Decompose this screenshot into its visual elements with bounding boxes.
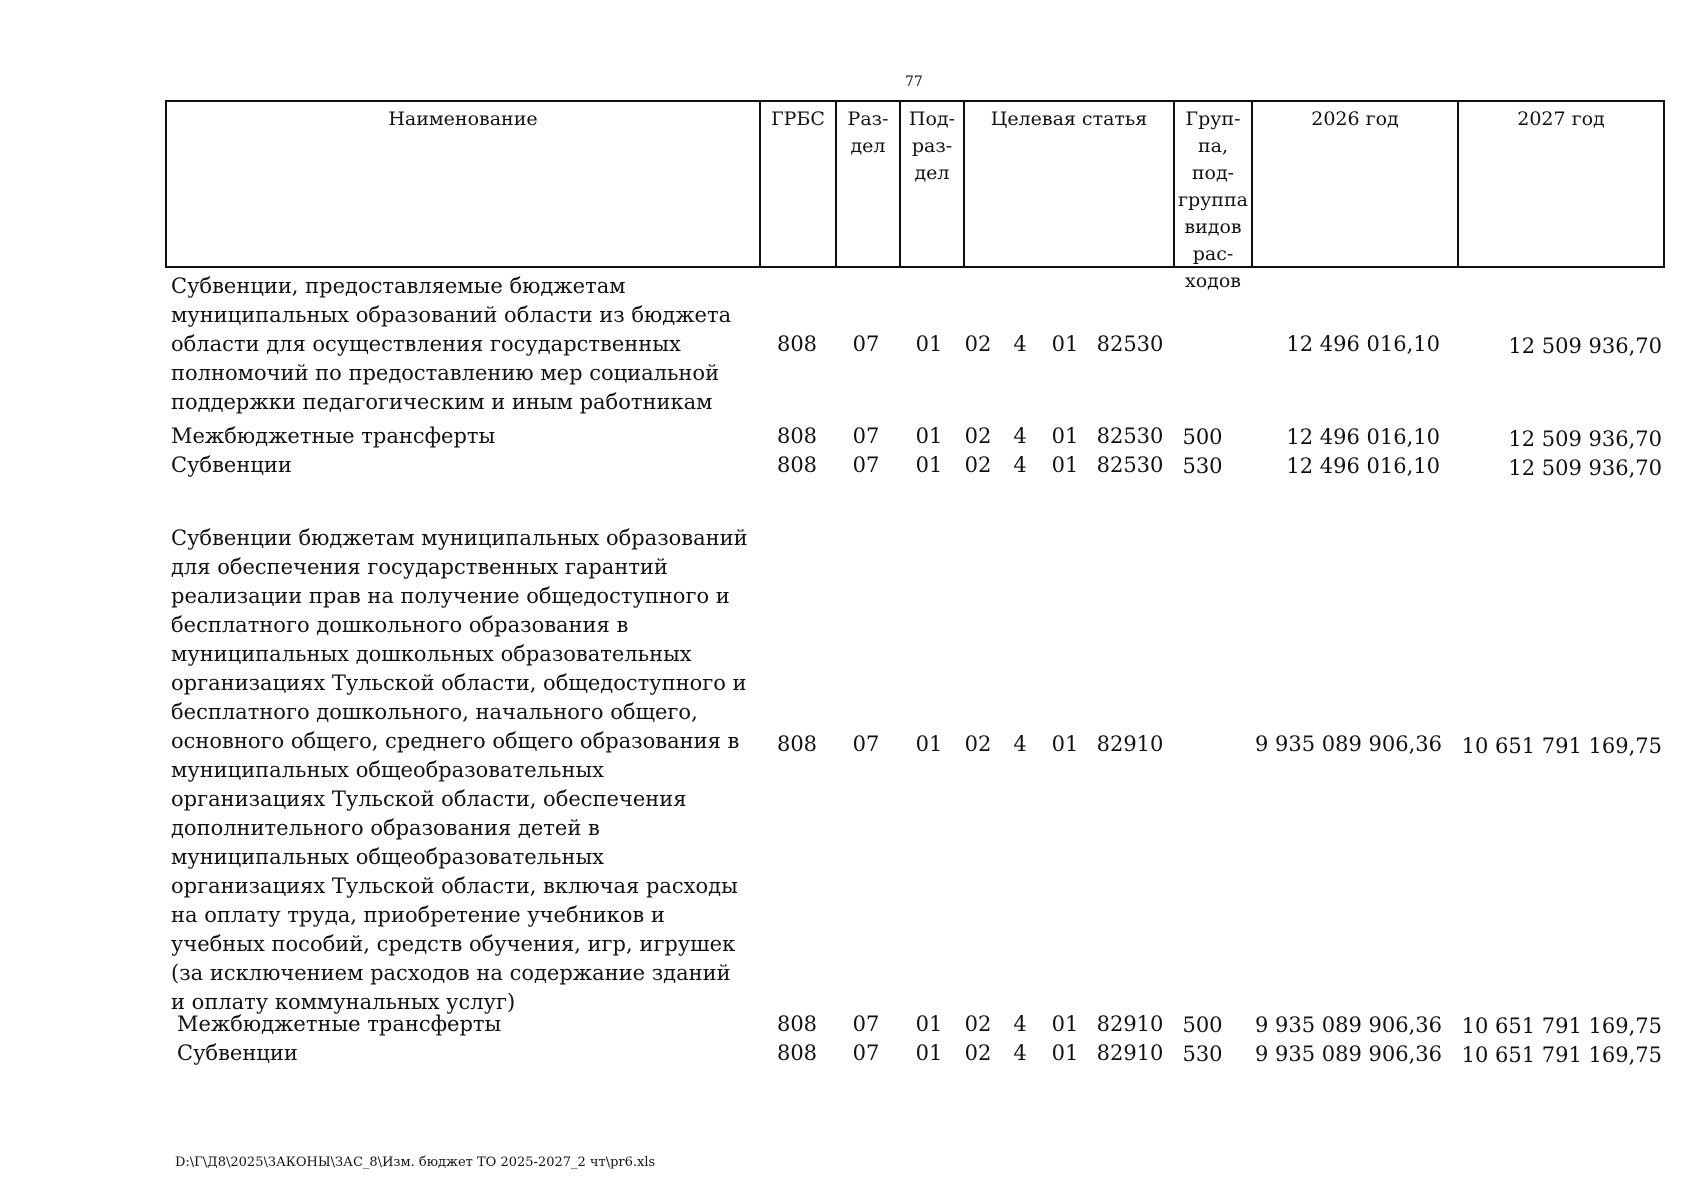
table-header (165, 100, 1665, 292)
row-y2027: 10 651 791 169,75 (1461, 734, 1662, 758)
row-target-2: 4 (1013, 332, 1027, 356)
row-razdel: 07 (852, 332, 880, 356)
row-target-1: 02 (964, 1012, 992, 1036)
header-group: Груп- па, под- группа видов рас- ходов (1173, 102, 1251, 266)
row-target-3: 01 (1051, 1012, 1079, 1036)
row-target-2: 4 (1013, 1041, 1027, 1065)
header-podrazdel: Под- раз- дел (899, 102, 963, 266)
row-target-3: 01 (1051, 1041, 1079, 1065)
table-row (165, 1010, 1665, 1040)
row-grbs: 808 (776, 332, 818, 356)
header-name: Наименование (388, 108, 538, 130)
row-target-3: 01 (1051, 732, 1079, 756)
row-y2026: 12 496 016,10 (1286, 332, 1440, 356)
row-y2026: 12 496 016,10 (1286, 425, 1440, 449)
row-razdel: 07 (852, 1041, 880, 1065)
row-podrazdel: 01 (915, 1041, 943, 1065)
row-target-3: 01 (1051, 453, 1079, 477)
row-y2027: 12 509 936,70 (1508, 427, 1662, 451)
row-name: Межбюджетные трансферты (177, 1012, 502, 1036)
row-group: 500 (1182, 425, 1223, 449)
row-y2026: 9 935 089 906,36 (1255, 732, 1443, 756)
page-number: 77 (905, 74, 923, 90)
row-podrazdel: 01 (915, 424, 943, 448)
row-y2027: 10 651 791 169,75 (1461, 1043, 1662, 1067)
file-path-footer: D:\Г\Д8\2025\ЗАКОНЫ\ЗАС_8\Изм. бюджет ТО 2025-2027_2 чт\pr6.xls (175, 1155, 656, 1170)
table-row (165, 1039, 1665, 1069)
row-grbs: 808 (776, 732, 818, 756)
row-target-2: 4 (1013, 1012, 1027, 1036)
table-row (165, 524, 1665, 1014)
header-y2027: 2027 год (1457, 102, 1663, 266)
row-y2026: 12 496 016,10 (1286, 454, 1440, 478)
row-name: Субвенции бюджетам муниципальных образований для обеспечения государственных гарантий реализации прав на получение общедоступного и бесплатного дошкольного образования в муниципальных дошкольных образовательных организациях Тульской области, общедоступного и бесплатного дошкольного, начального общего, основного общего, среднего общего образования в муниципальных общеобразовательных организациях Тульской области, обеспечения дополнительного образования детей в муниципальных общеобразовательных организациях Тульской области, включая расходы на оплату труда, приобретение учебников и учебных пособий, средств обучения, игр, игрушек (за исключением расходов на содержание зданий и оплату коммунальных услуг) (171, 526, 748, 1014)
row-name: Межбюджетные трансферты (171, 424, 496, 448)
row-target-4: 82530 (1096, 453, 1164, 477)
row-name: Субвенции (171, 453, 292, 477)
row-name: Субвенции, предоставляемые бюджетам муниципальных образований области из бюджета области для осуществления государственных полномочий по предоставлению мер социальной поддержки педагогическим и иным работникам (171, 274, 732, 414)
row-podrazdel: 01 (915, 1012, 943, 1036)
row-target-1: 02 (964, 453, 992, 477)
row-target-4: 82530 (1096, 424, 1164, 448)
row-y2027: 12 509 936,70 (1508, 334, 1662, 358)
row-grbs: 808 (776, 453, 818, 477)
row-podrazdel: 01 (915, 453, 943, 477)
header-y2026: 2026 год (1251, 102, 1457, 266)
row-target-1: 02 (964, 1041, 992, 1065)
row-target-2: 4 (1013, 732, 1027, 756)
row-target-4: 82910 (1096, 732, 1164, 756)
row-podrazdel: 01 (915, 732, 943, 756)
row-group: 530 (1182, 454, 1223, 478)
row-group: 500 (1182, 1013, 1223, 1037)
row-target-3: 01 (1051, 424, 1079, 448)
row-name: Субвенции (177, 1041, 298, 1065)
row-razdel: 07 (852, 732, 880, 756)
header-grbs: ГРБС (759, 102, 835, 266)
row-target-4: 82910 (1096, 1012, 1164, 1036)
row-target-1: 02 (964, 732, 992, 756)
row-y2026: 9 935 089 906,36 (1255, 1013, 1443, 1037)
row-y2027: 10 651 791 169,75 (1461, 1014, 1662, 1038)
header-target: Целевая статья (963, 102, 1173, 266)
row-target-2: 4 (1013, 453, 1027, 477)
row-target-4: 82910 (1096, 1041, 1164, 1065)
table-row (165, 272, 1665, 422)
row-target-4: 82530 (1096, 332, 1164, 356)
row-grbs: 808 (776, 424, 818, 448)
row-group: 530 (1182, 1042, 1223, 1066)
row-grbs: 808 (776, 1041, 818, 1065)
row-y2026: 9 935 089 906,36 (1255, 1042, 1443, 1066)
row-target-1: 02 (964, 332, 992, 356)
table-row (165, 422, 1665, 452)
row-target-3: 01 (1051, 332, 1079, 356)
row-target-1: 02 (964, 424, 992, 448)
row-podrazdel: 01 (915, 332, 943, 356)
row-razdel: 07 (852, 1012, 880, 1036)
row-y2027: 12 509 936,70 (1508, 456, 1662, 480)
row-target-2: 4 (1013, 424, 1027, 448)
row-grbs: 808 (776, 1012, 818, 1036)
header-razdel: Раз- дел (835, 102, 899, 266)
row-razdel: 07 (852, 424, 880, 448)
row-razdel: 07 (852, 453, 880, 477)
table-row (165, 451, 1665, 481)
